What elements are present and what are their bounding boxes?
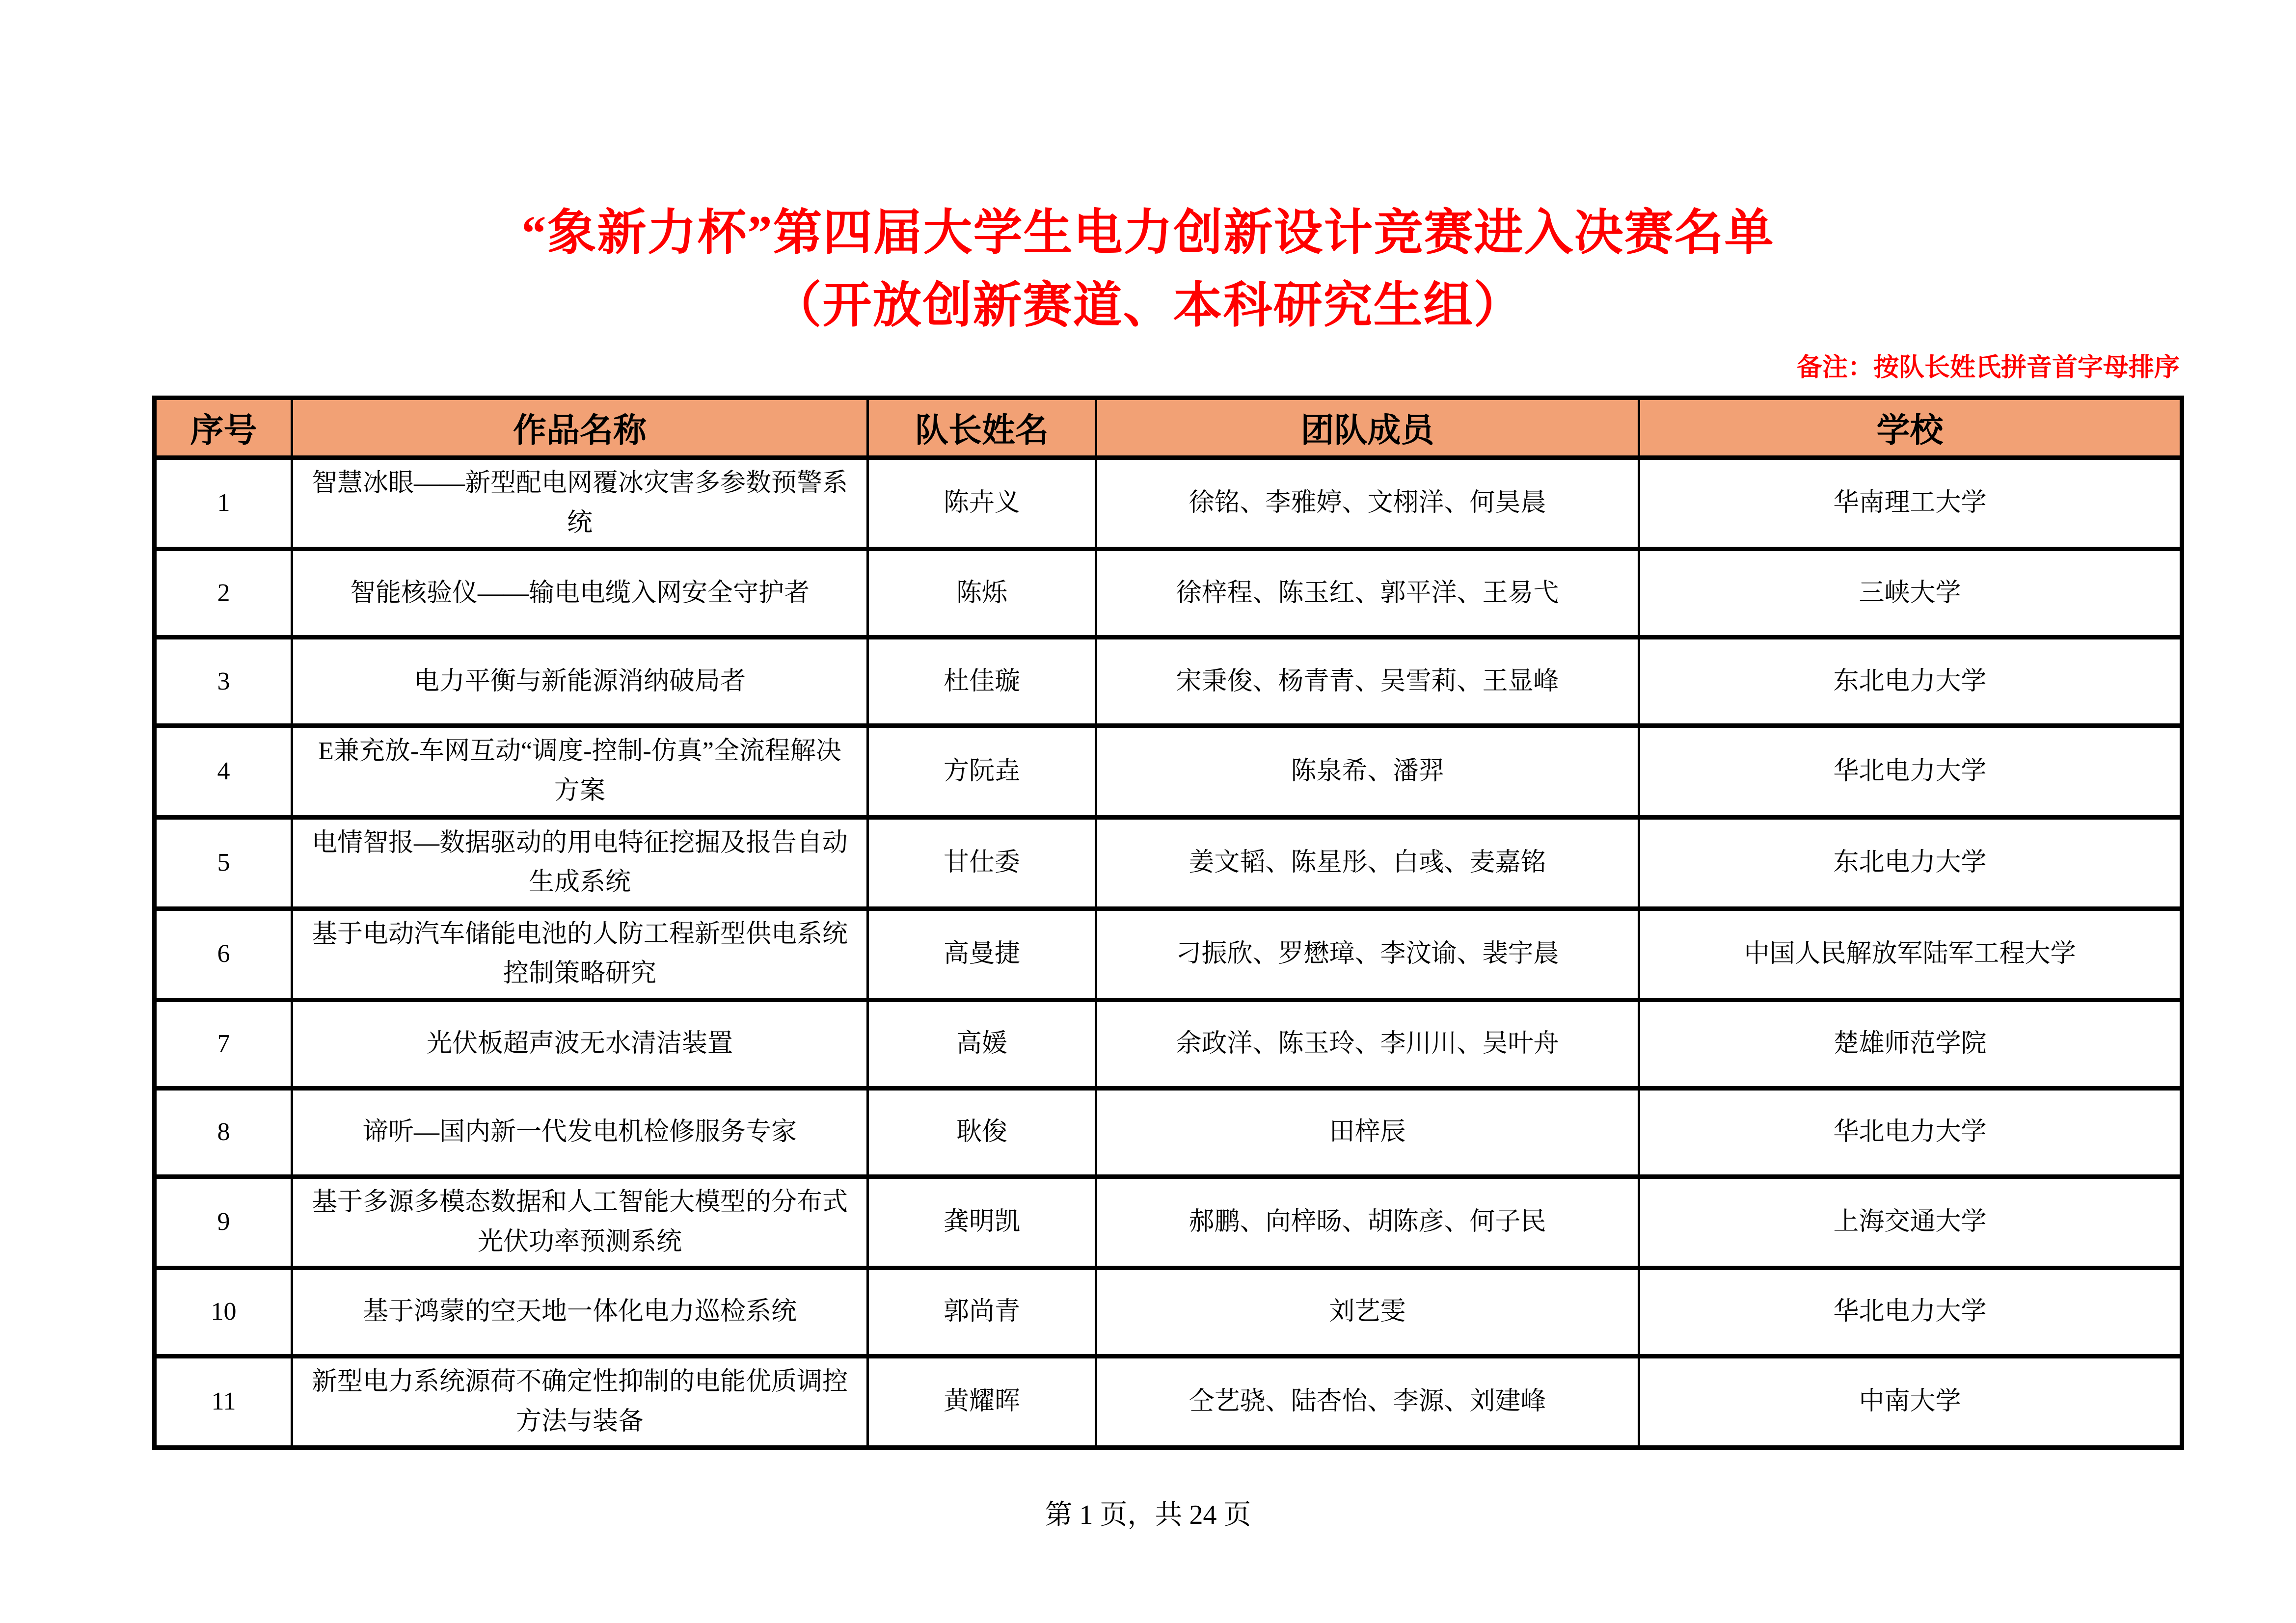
cell-members: 姜文韬、陈星彤、白彧、麦嘉铭 <box>1096 817 1639 908</box>
cell-leader: 龚明凯 <box>868 1176 1096 1268</box>
page-title-line2: （开放创新赛道、本科研究生组） <box>772 278 1524 333</box>
cell-leader: 陈卉义 <box>868 458 1096 549</box>
cell-no: 3 <box>155 638 292 726</box>
table-body <box>155 458 2182 1448</box>
cell-leader: 高媛 <box>868 1000 1096 1088</box>
cell-work: 基于电动汽车储能电池的人防工程新型供电系统控制策略研究 <box>292 908 868 1000</box>
cell-no: 1 <box>155 458 292 549</box>
table-row <box>155 458 2182 549</box>
cell-leader: 杜佳璇 <box>868 638 1096 726</box>
cell-work: 电情智报—数据驱动的用电特征挖掘及报告自动生成系统 <box>292 817 868 908</box>
cell-no: 6 <box>155 908 292 1000</box>
cell-members: 刁振欣、罗懋璋、李汶谕、裴宇晨 <box>1096 908 1639 1000</box>
cell-work: 谛听—国内新一代发电机检修服务专家 <box>292 1088 868 1176</box>
cell-no: 11 <box>155 1357 292 1448</box>
cell-school: 中国人民解放军陆军工程大学 <box>1639 908 2182 1000</box>
cell-leader: 甘仕委 <box>868 817 1096 908</box>
header-members: 团队成员 <box>1096 398 1639 458</box>
cell-work: 新型电力系统源荷不确定性抑制的电能优质调控方法与装备 <box>292 1357 868 1448</box>
table-row <box>155 549 2182 638</box>
cell-members: 余政洋、陈玉玲、李川川、吴叶舟 <box>1096 1000 1639 1088</box>
sort-note: 备注：按队长姓氏拼音首字母排序 <box>1796 354 2180 382</box>
cell-members: 田梓辰 <box>1096 1088 1639 1176</box>
cell-school: 华南理工大学 <box>1639 458 2182 549</box>
cell-no: 5 <box>155 817 292 908</box>
cell-members: 郝鹏、向梓旸、胡陈彦、何子民 <box>1096 1176 1639 1268</box>
cell-members: 仝艺骁、陆杏怡、李源、刘建峰 <box>1096 1357 1639 1448</box>
table-row <box>155 817 2182 908</box>
cell-no: 4 <box>155 726 292 817</box>
cell-school: 华北电力大学 <box>1639 1088 2182 1176</box>
cell-members: 刘艺雯 <box>1096 1268 1639 1357</box>
cell-work: 基于鸿蒙的空天地一体化电力巡检系统 <box>292 1268 868 1357</box>
cell-members: 徐铭、李雅婷、文栩洋、何昊晨 <box>1096 458 1639 549</box>
cell-work: 基于多源多模态数据和人工智能大模型的分布式光伏功率预测系统 <box>292 1176 868 1268</box>
cell-school: 上海交通大学 <box>1639 1176 2182 1268</box>
cell-work: 光伏板超声波无水清洁装置 <box>292 1000 868 1088</box>
table-row <box>155 1357 2182 1448</box>
header-leader: 队长姓名 <box>868 398 1096 458</box>
cell-school: 华北电力大学 <box>1639 1268 2182 1357</box>
table-header-row <box>155 398 2182 458</box>
cell-no: 7 <box>155 1000 292 1088</box>
table-row <box>155 726 2182 817</box>
page-number: 第 1 页，共 24 页 <box>1045 1500 1251 1531</box>
table-row <box>155 638 2182 726</box>
cell-no: 2 <box>155 549 292 638</box>
cell-no: 8 <box>155 1088 292 1176</box>
cell-members: 徐梓程、陈玉红、郭平洋、王易弋 <box>1096 549 1639 638</box>
cell-school: 三峡大学 <box>1639 549 2182 638</box>
cell-members: 宋秉俊、杨青青、吴雪莉、王显峰 <box>1096 638 1639 726</box>
table-row <box>155 1088 2182 1176</box>
table-row <box>155 908 2182 1000</box>
header-work: 作品名称 <box>292 398 868 458</box>
cell-school: 中南大学 <box>1639 1357 2182 1448</box>
cell-leader: 黄耀晖 <box>868 1357 1096 1448</box>
cell-no: 10 <box>155 1268 292 1357</box>
cell-school: 东北电力大学 <box>1639 817 2182 908</box>
table-row <box>155 1000 2182 1088</box>
cell-school: 楚雄师范学院 <box>1639 1000 2182 1088</box>
cell-leader: 陈烁 <box>868 549 1096 638</box>
header-no: 序号 <box>155 398 292 458</box>
cell-school: 华北电力大学 <box>1639 726 2182 817</box>
cell-no: 9 <box>155 1176 292 1268</box>
cell-leader: 耿俊 <box>868 1088 1096 1176</box>
title-block <box>0 0 2296 335</box>
cell-leader: 郭尚青 <box>868 1268 1096 1357</box>
cell-school: 东北电力大学 <box>1639 638 2182 726</box>
header-school: 学校 <box>1639 398 2182 458</box>
cell-work: 智慧冰眼——新型配电网覆冰灾害多参数预警系统 <box>292 458 868 549</box>
table-row <box>155 1268 2182 1357</box>
finalist-table <box>152 396 2184 1450</box>
cell-work: E兼充放-车网互动“调度-控制-仿真”全流程解决方案 <box>292 726 868 817</box>
cell-leader: 方阮垚 <box>868 726 1096 817</box>
table-row <box>155 1176 2182 1268</box>
cell-work: 智能核验仪——输电电缆入网安全守护者 <box>292 549 868 638</box>
page-title-line1: “象新力杯”第四届大学生电力创新设计竞赛进入决赛名单 <box>521 206 1775 260</box>
cell-work: 电力平衡与新能源消纳破局者 <box>292 638 868 726</box>
cell-members: 陈泉希、潘羿 <box>1096 726 1639 817</box>
cell-leader: 高曼捷 <box>868 908 1096 1000</box>
